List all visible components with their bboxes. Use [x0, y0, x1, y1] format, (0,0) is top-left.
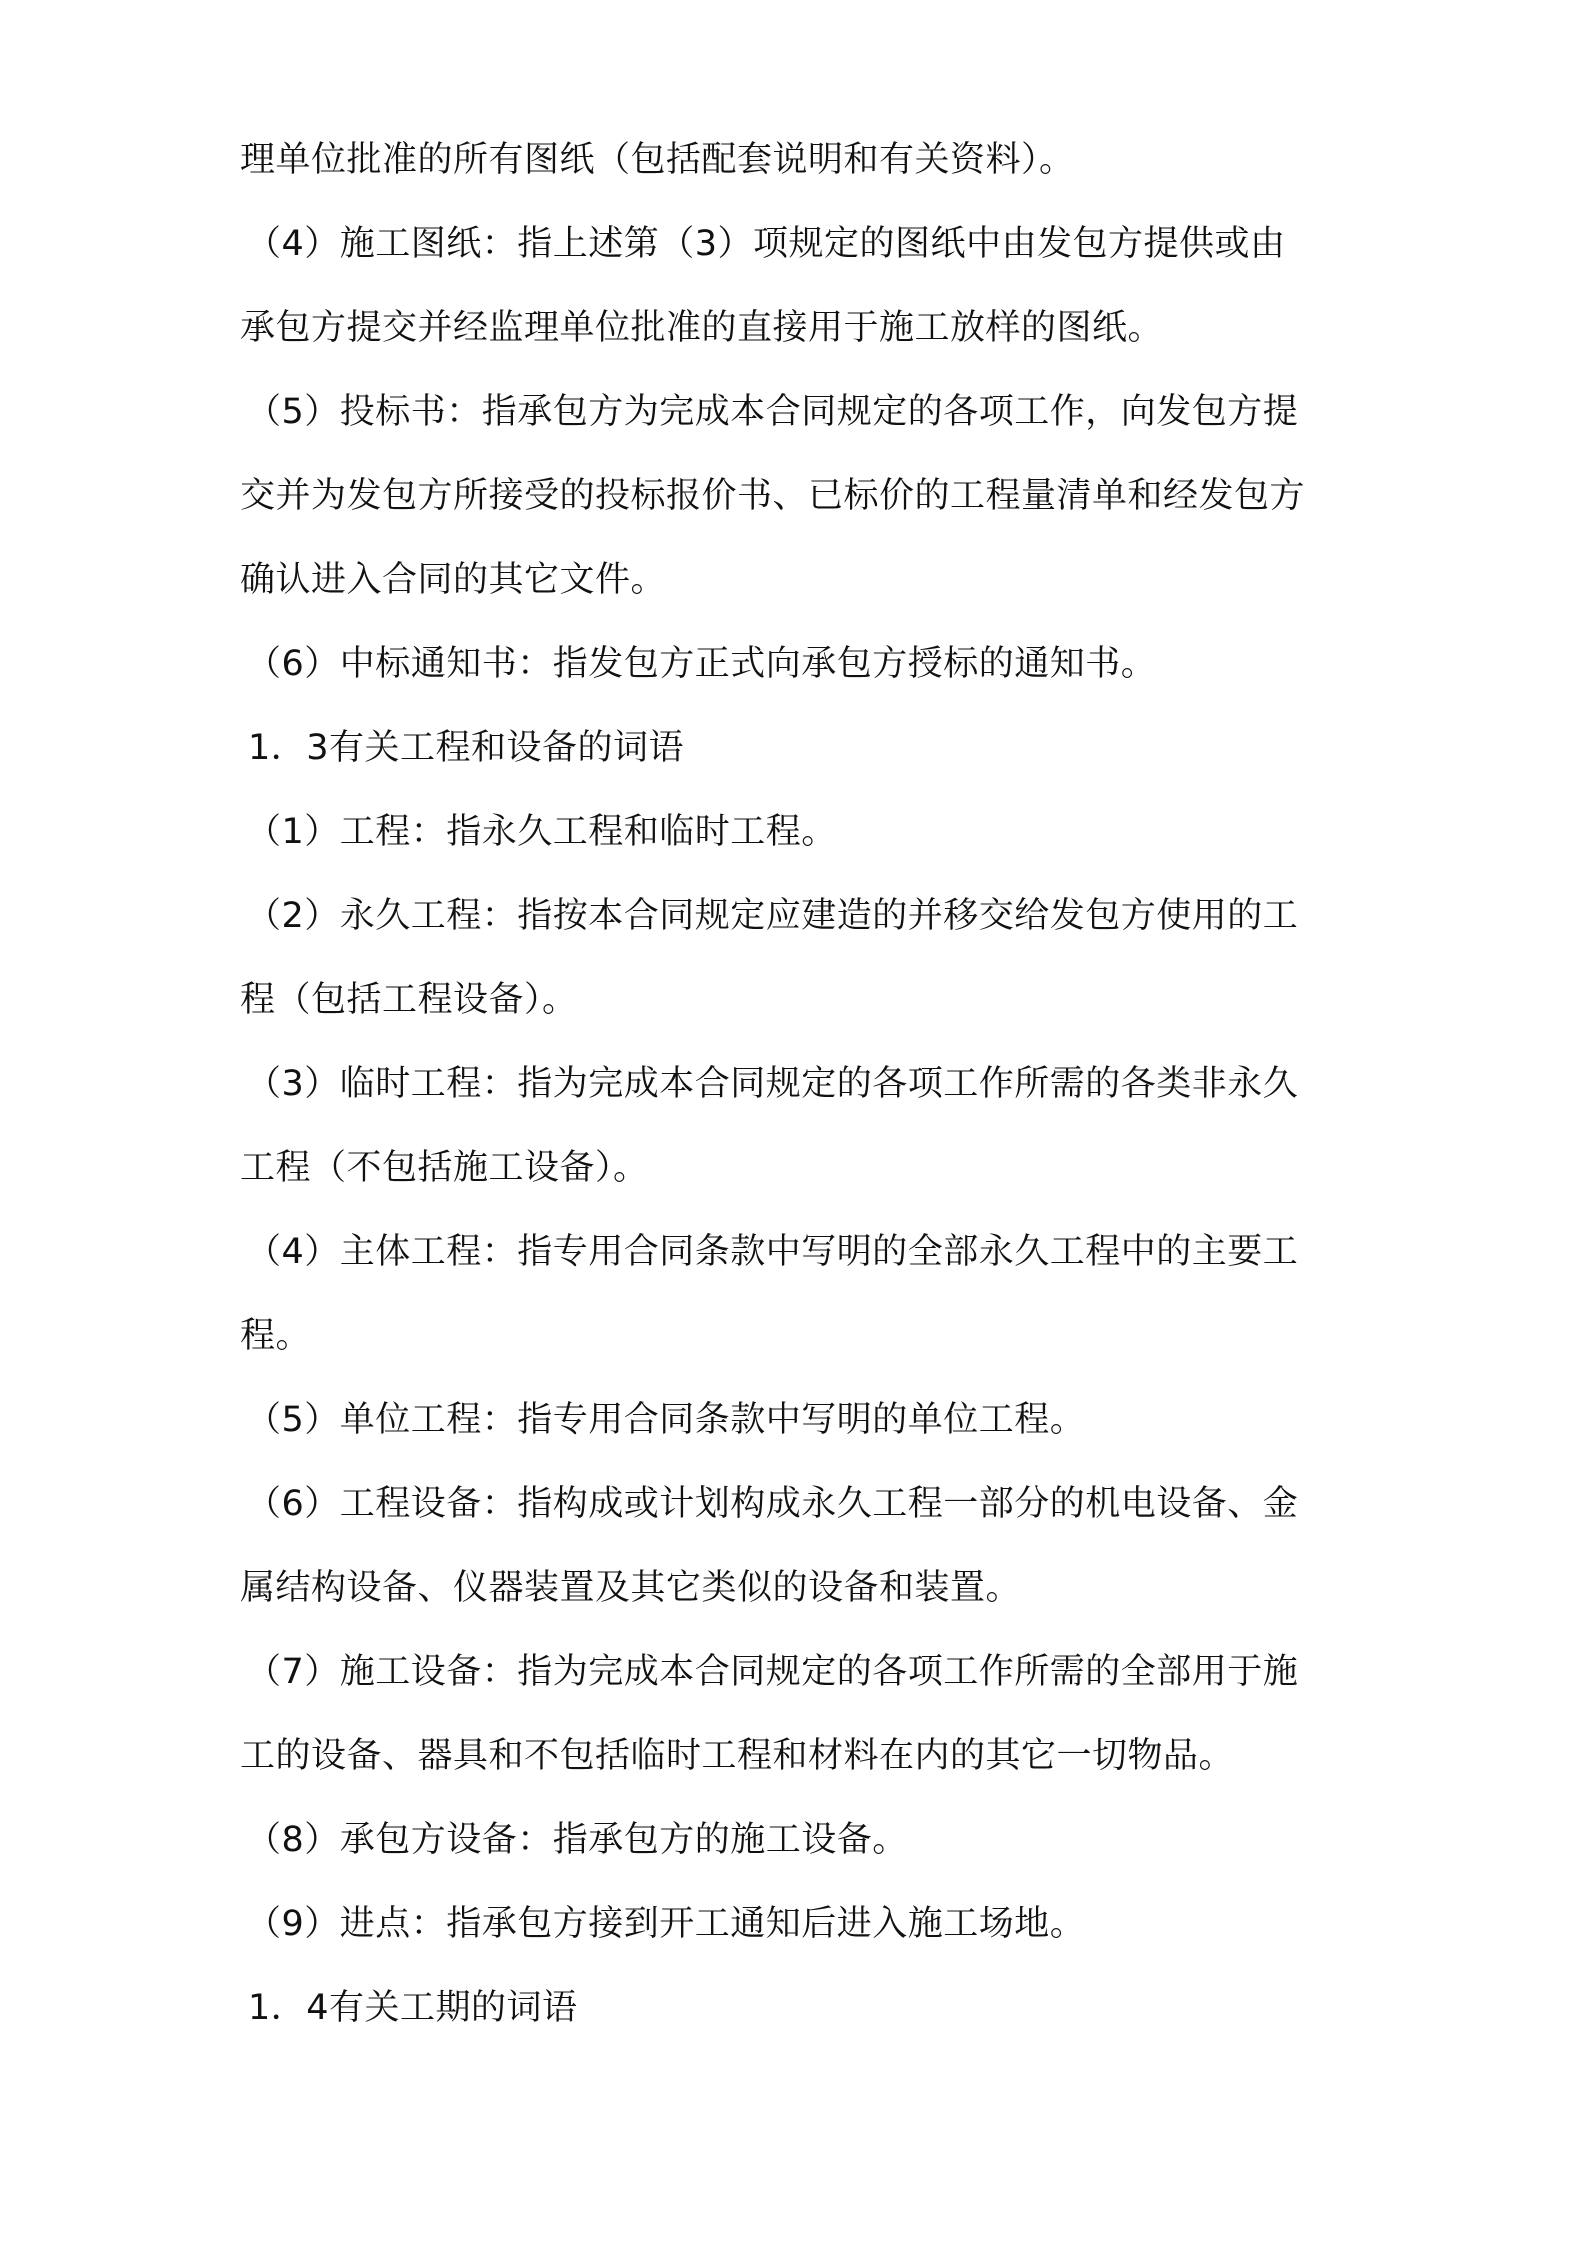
paragraph-line: 程。: [240, 1316, 312, 1356]
document-body: [240, 128, 1360, 2060]
clause-line: （8）承包方设备：指承包方的施工设备。: [246, 1820, 908, 1860]
clause-line: （9）进点：指承包方接到开工通知后进入施工场地。: [246, 1904, 1086, 1944]
clause-line: （3）临时工程：指为完成本合同规定的各项工作所需的各类非永久: [246, 1064, 1299, 1104]
paragraph-line: 理单位批准的所有图纸（包括配套说明和有关资料）。: [240, 140, 1075, 180]
section-heading: 1．3有关工程和设备的词语: [248, 728, 685, 768]
section-heading: 1．4有关工期的词语: [248, 1988, 578, 2028]
clause-line: （6）中标通知书：指发包方正式向承包方授标的通知书。: [246, 644, 1157, 684]
paragraph-line: 交并为发包方所接受的投标报价书、已标价的工程量清单和经发包方: [240, 476, 1306, 516]
clause-line: （1）工程：指永久工程和临时工程。: [246, 812, 837, 852]
clause-line: （4）主体工程：指专用合同条款中写明的全部永久工程中的主要工: [246, 1232, 1299, 1272]
paragraph-line: 确认进入合同的其它文件。: [240, 560, 667, 600]
clause-line: （4）施工图纸：指上述第（3）项规定的图纸中由发包方提供或由: [246, 224, 1286, 264]
paragraph-line: 工的设备、器具和不包括临时工程和材料在内的其它一切物品。: [240, 1736, 1235, 1776]
clause-line: （7）施工设备：指为完成本合同规定的各项工作所需的全部用于施: [246, 1652, 1299, 1692]
clause-line: （5）投标书：指承包方为完成本合同规定的各项工作，向发包方提: [246, 392, 1299, 432]
paragraph-line: 程（包括工程设备）。: [240, 980, 578, 1020]
clause-line: （2）永久工程：指按本合同规定应建造的并移交给发包方使用的工: [246, 896, 1299, 936]
clause-line: （5）单位工程：指专用合同条款中写明的单位工程。: [246, 1400, 1086, 1440]
paragraph-line: 工程（不包括施工设备）。: [240, 1148, 649, 1188]
paragraph-line: 属结构设备、仪器装置及其它类似的设备和装置。: [240, 1568, 1022, 1608]
paragraph-line: 承包方提交并经监理单位批准的直接用于施工放样的图纸。: [240, 308, 1164, 348]
clause-line: （6）工程设备：指构成或计划构成永久工程一部分的机电设备、金: [246, 1484, 1299, 1524]
